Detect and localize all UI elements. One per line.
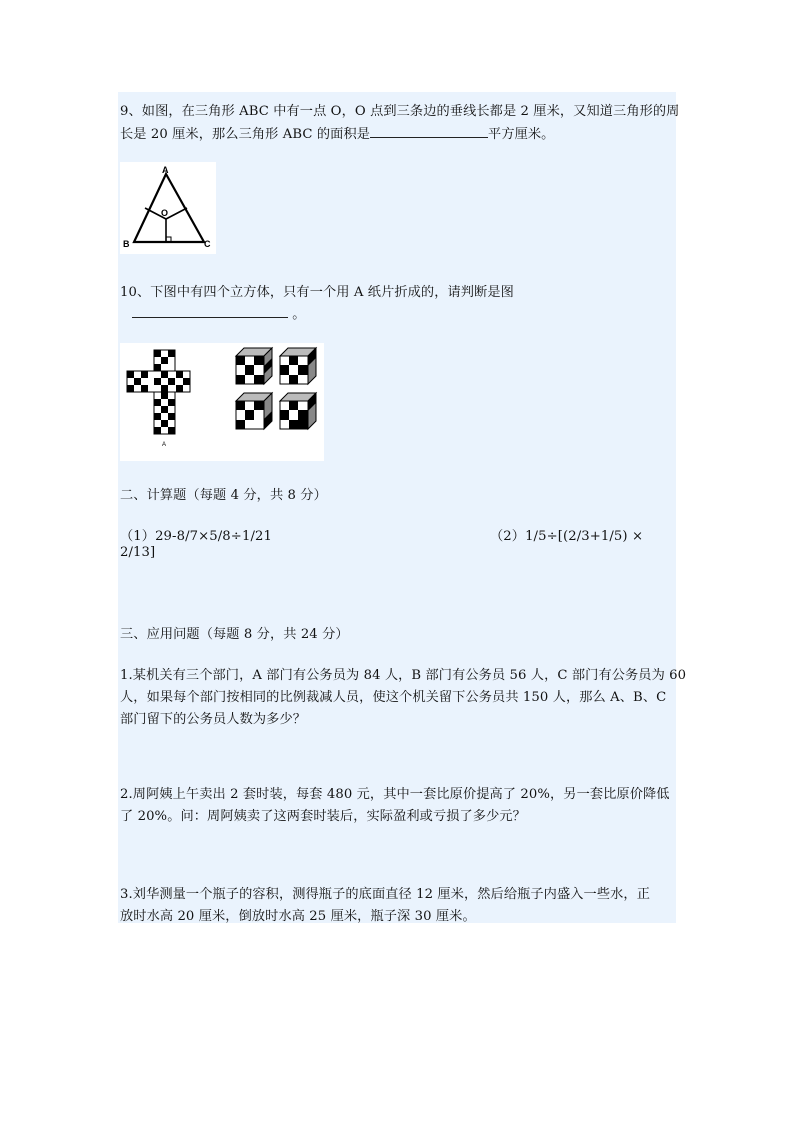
app-q1-line1: 1.某机关有三个部门，A 部门有公务员为 84 人，B 部门有公务员 56 人，C 部门有公务员为 60 [120,668,687,683]
cube-1 [236,348,272,384]
q9-answer-blank [370,125,488,138]
q10-line1: 10、下图中有四个立方体，只有一个用 A 纸片折成的，请判断是图 [120,285,514,300]
cubes-figure [120,343,324,461]
q10-line2-end: 。 [292,307,306,322]
q9-line1: 9、如图，在三角形 ABC 中有一点 O，O 点到三条边的垂线长都是 2 厘米，又知道三角形的周 [120,104,680,119]
app-q2-line1: 2.周阿姨上午卖出 2 套时装，每套 480 元，其中一套比原价提高了 20%，另一套比原价降低 [120,787,670,802]
app-q1-line3: 部门留下的公务员人数为多少？ [120,712,307,727]
triangle-diagram [120,162,216,254]
cube-net-a [127,350,190,448]
vertex-a-label: A [162,165,169,175]
calc-problem-2-cont: 2/13] [120,545,156,560]
vertex-c-label: C [204,239,211,249]
q9-line2-unit: 平方厘米。 [488,127,555,142]
perpendicular-ac [166,208,187,219]
app-q3-line1: 3.刘华测量一个瓶子的容积，测得瓶子的底面直径 12 厘米，然后给瓶子内盛入一些水，正 [120,887,650,902]
app-q2-line2: 了 20%。问：周阿姨卖了这两套时装后，实际盈利或亏损了多少元？ [120,809,526,824]
q9-line2 [120,123,554,142]
vertex-b-label: B [123,239,130,249]
cube-4 [280,393,316,429]
q10-line2 [132,303,306,322]
triangle-figure [120,162,216,254]
section3-heading: 三、应用问题（每题 8 分，共 24 分） [120,627,349,642]
app-q3-line2: 放时水高 20 厘米，倒放时水高 25 厘米，瓶子深 30 厘米。 [120,909,476,924]
q10-answer-blank [132,305,288,318]
cube-2 [280,348,316,384]
section2-heading: 二、计算题（每题 4 分，共 8 分） [120,488,327,503]
calc-problem-2: （2）1/5÷[(2/3+1/5) × [490,529,644,544]
net-label-a: A [162,442,167,448]
cube-net-and-cubes [120,343,324,461]
cube-3 [236,393,272,429]
app-q1-line2: 人，如果每个部门按相同的比例裁减人员，使这个机关留下公务员共 150 人，那么 A、B、C [120,690,667,705]
calc-problem-1: （1）29-8/7×5/8÷1/21 [120,529,272,544]
q9-line2-text: 长是 20 厘米，那么三角形 ABC 的面积是 [120,127,371,142]
point-o-label: O [161,208,169,218]
triangle-abc [134,174,204,242]
document-content [118,92,687,924]
